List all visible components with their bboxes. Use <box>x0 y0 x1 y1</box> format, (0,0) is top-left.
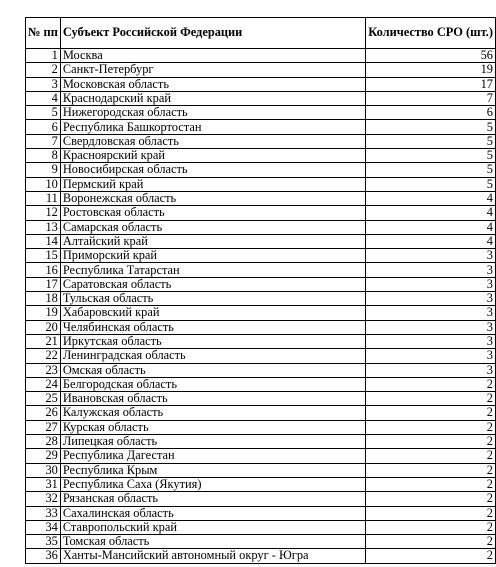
row-number: 7 <box>26 134 61 148</box>
row-region: Челябинская область <box>60 320 365 334</box>
row-region: Самарская область <box>60 220 365 234</box>
table-row <box>26 263 496 277</box>
header-number: № пп <box>26 18 61 49</box>
row-number: 26 <box>26 406 61 420</box>
table-row <box>26 449 496 463</box>
row-region: Ивановская область <box>60 392 365 406</box>
table-row <box>26 120 496 134</box>
row-region: Московская область <box>60 77 365 91</box>
table-row <box>26 377 496 391</box>
row-count: 5 <box>366 149 496 163</box>
row-count: 17 <box>366 77 496 91</box>
row-count: 3 <box>366 292 496 306</box>
table-row <box>26 49 496 63</box>
table-row <box>26 106 496 120</box>
table-row <box>26 220 496 234</box>
row-region: Республика Татарстан <box>60 263 365 277</box>
row-count: 7 <box>366 91 496 105</box>
row-number: 34 <box>26 520 61 534</box>
row-count: 2 <box>366 477 496 491</box>
row-count: 2 <box>366 392 496 406</box>
table-row <box>26 191 496 205</box>
row-count: 19 <box>366 63 496 77</box>
table-row <box>26 349 496 363</box>
row-region: Новосибирская область <box>60 163 365 177</box>
row-number: 9 <box>26 163 61 177</box>
table-header-row <box>26 18 496 49</box>
table-row <box>26 149 496 163</box>
row-count: 3 <box>366 320 496 334</box>
row-region: Нижегородская область <box>60 106 365 120</box>
table-row <box>26 320 496 334</box>
row-region: Ханты-Мансийский автономный округ - Югра <box>60 549 365 563</box>
row-region: Томская область <box>60 535 365 549</box>
table-row <box>26 334 496 348</box>
row-number: 13 <box>26 220 61 234</box>
row-region: Республика Крым <box>60 463 365 477</box>
row-count: 2 <box>366 463 496 477</box>
table-row <box>26 77 496 91</box>
row-count: 2 <box>366 406 496 420</box>
row-region: Воронежская область <box>60 191 365 205</box>
row-number: 32 <box>26 492 61 506</box>
row-region: Хабаровский край <box>60 306 365 320</box>
table-row <box>26 163 496 177</box>
table-row <box>26 535 496 549</box>
row-region: Санкт-Петербург <box>60 63 365 77</box>
row-region: Курская область <box>60 420 365 434</box>
table-row <box>26 435 496 449</box>
row-region: Липецкая область <box>60 435 365 449</box>
row-region: Омская область <box>60 363 365 377</box>
sro-table <box>25 17 496 564</box>
row-region: Белгородская область <box>60 377 365 391</box>
table-row <box>26 506 496 520</box>
row-number: 10 <box>26 177 61 191</box>
row-region: Республика Дагестан <box>60 449 365 463</box>
table-row <box>26 406 496 420</box>
row-number: 22 <box>26 349 61 363</box>
row-number: 20 <box>26 320 61 334</box>
table-row <box>26 363 496 377</box>
row-number: 30 <box>26 463 61 477</box>
row-count: 4 <box>366 191 496 205</box>
table-row <box>26 392 496 406</box>
row-number: 16 <box>26 263 61 277</box>
table-row <box>26 249 496 263</box>
row-number: 27 <box>26 420 61 434</box>
row-number: 19 <box>26 306 61 320</box>
row-count: 2 <box>366 549 496 563</box>
row-count: 4 <box>366 206 496 220</box>
table-row <box>26 549 496 563</box>
row-number: 31 <box>26 477 61 491</box>
row-number: 36 <box>26 549 61 563</box>
table-row <box>26 63 496 77</box>
row-count: 2 <box>366 449 496 463</box>
row-number: 15 <box>26 249 61 263</box>
table-row <box>26 277 496 291</box>
row-region: Иркутская область <box>60 334 365 348</box>
row-count: 5 <box>366 177 496 191</box>
row-region: Ленинградская область <box>60 349 365 363</box>
row-region: Красноярский край <box>60 149 365 163</box>
row-count: 2 <box>366 506 496 520</box>
row-count: 4 <box>366 234 496 248</box>
row-number: 1 <box>26 49 61 63</box>
header-region: Субъект Российской Федерации <box>60 18 365 49</box>
table-body <box>26 49 496 564</box>
table-row <box>26 177 496 191</box>
row-number: 21 <box>26 334 61 348</box>
row-count: 2 <box>366 492 496 506</box>
row-number: 23 <box>26 363 61 377</box>
row-region: Республика Саха (Якутия) <box>60 477 365 491</box>
row-count: 3 <box>366 334 496 348</box>
row-region: Саратовская область <box>60 277 365 291</box>
table-row <box>26 520 496 534</box>
table-row <box>26 134 496 148</box>
table-row <box>26 420 496 434</box>
row-region: Ставропольский край <box>60 520 365 534</box>
row-region: Приморский край <box>60 249 365 263</box>
header-count: Количество СРО (шт.) <box>366 18 496 49</box>
row-region: Москва <box>60 49 365 63</box>
row-count: 5 <box>366 134 496 148</box>
row-region: Алтайский край <box>60 234 365 248</box>
row-number: 18 <box>26 292 61 306</box>
table-row <box>26 234 496 248</box>
row-number: 25 <box>26 392 61 406</box>
row-region: Ростовская область <box>60 206 365 220</box>
table-row <box>26 463 496 477</box>
row-number: 6 <box>26 120 61 134</box>
table-row <box>26 306 496 320</box>
row-region: Республика Башкортостан <box>60 120 365 134</box>
row-number: 12 <box>26 206 61 220</box>
table-row <box>26 477 496 491</box>
row-number: 29 <box>26 449 61 463</box>
row-count: 56 <box>366 49 496 63</box>
row-count: 2 <box>366 420 496 434</box>
row-count: 5 <box>366 163 496 177</box>
row-region: Свердловская область <box>60 134 365 148</box>
row-count: 3 <box>366 249 496 263</box>
row-count: 2 <box>366 535 496 549</box>
row-count: 2 <box>366 377 496 391</box>
row-count: 2 <box>366 435 496 449</box>
row-number: 28 <box>26 435 61 449</box>
row-count: 5 <box>366 120 496 134</box>
row-count: 2 <box>366 520 496 534</box>
table-row <box>26 492 496 506</box>
row-number: 2 <box>26 63 61 77</box>
row-region: Тульская область <box>60 292 365 306</box>
row-count: 3 <box>366 263 496 277</box>
table-row <box>26 292 496 306</box>
row-number: 35 <box>26 535 61 549</box>
row-number: 5 <box>26 106 61 120</box>
row-region: Краснодарский край <box>60 91 365 105</box>
row-count: 6 <box>366 106 496 120</box>
row-number: 14 <box>26 234 61 248</box>
row-count: 3 <box>366 306 496 320</box>
row-number: 3 <box>26 77 61 91</box>
table-row <box>26 91 496 105</box>
row-count: 4 <box>366 220 496 234</box>
row-count: 3 <box>366 363 496 377</box>
row-count: 3 <box>366 277 496 291</box>
table-row <box>26 206 496 220</box>
row-number: 33 <box>26 506 61 520</box>
row-number: 8 <box>26 149 61 163</box>
row-number: 24 <box>26 377 61 391</box>
row-region: Сахалинская область <box>60 506 365 520</box>
row-region: Пермский край <box>60 177 365 191</box>
row-number: 4 <box>26 91 61 105</box>
row-region: Калужская область <box>60 406 365 420</box>
row-number: 17 <box>26 277 61 291</box>
row-region: Рязанская область <box>60 492 365 506</box>
row-number: 11 <box>26 191 61 205</box>
row-count: 3 <box>366 349 496 363</box>
